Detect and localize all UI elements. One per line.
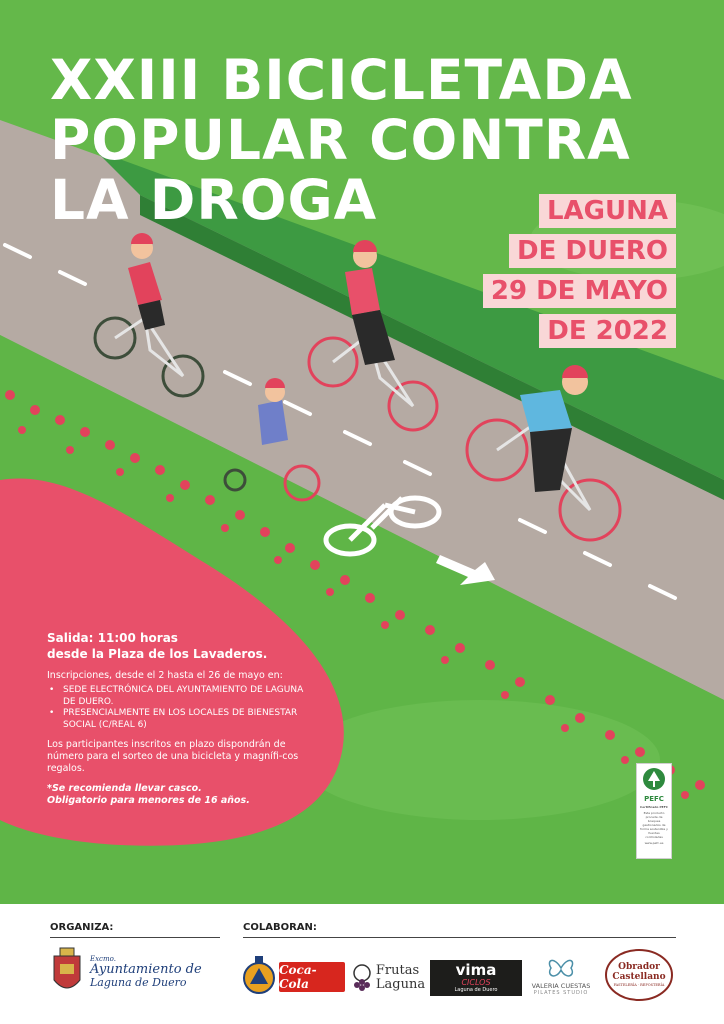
start-place: desde la Plaza de los Lavaderos.	[47, 647, 268, 661]
colaboran-divider	[243, 937, 676, 938]
title-line-1: XXIII BICICLETADA	[50, 48, 633, 112]
vima-line-3: Laguna de Duero	[454, 986, 498, 993]
pefc-tree-icon	[639, 767, 669, 793]
obrador-line-2: Castellano	[612, 972, 666, 982]
colaboran-label: COLABORAN:	[243, 922, 317, 933]
pefc-url: www.pefc.es	[644, 841, 664, 845]
frutas-line-1: Frutas	[375, 963, 420, 978]
vima-ciclos-logo	[430, 960, 522, 996]
date-line-2: DE 2022	[539, 314, 676, 348]
sponsors-footer	[0, 904, 724, 1024]
pefc-name: PEFC	[644, 795, 664, 803]
ayto-place: Laguna de Duero	[90, 976, 187, 989]
vima-line-1: vima	[455, 960, 497, 979]
date-line-1: 29 DE MAYO	[483, 274, 676, 308]
registration-list	[47, 685, 317, 731]
organiza-divider	[50, 937, 220, 938]
coat-of-arms-icon	[50, 946, 84, 998]
pefc-cert: Certificado PEFC	[640, 805, 668, 809]
list-item: • PRESENCIALMENTE EN LOS LOCALES DE BIENESTAR SOCIAL (C/REAL 6)	[47, 708, 317, 731]
ayto-small: Excmo.	[90, 955, 116, 963]
cocacola-logo	[279, 962, 345, 992]
frutas-laguna-logo	[350, 958, 426, 998]
place-line-1: LAGUNA	[539, 194, 676, 228]
obrador-line-1: Obrador	[618, 962, 660, 972]
cocacola-text: Coca-Cola	[279, 963, 317, 991]
list-item: • SEDE ELECTRÓNICA DEL AYUNTAMIENTO DE LAGUNA DE DUERO.	[47, 685, 317, 708]
obrador-line-3: PASTELERÍA · REPOSTERÍA	[613, 983, 665, 987]
ayuntamiento-logo	[50, 944, 225, 1000]
valeria-line-1: VALERIA CUESTAS	[531, 981, 591, 990]
frutas-line-2: Laguna	[375, 977, 426, 992]
title-line-2: POPULAR CONTRA	[50, 108, 631, 172]
event-place-date	[483, 194, 676, 348]
pefc-desc: Este producto procede de bosques gestionados de forma sostenible y fuentes controladas	[640, 811, 668, 839]
event-info	[47, 630, 317, 807]
obrador-castellano-logo	[604, 948, 674, 1002]
pefc-certification	[636, 763, 672, 859]
organiza-label: ORGANIZA:	[50, 922, 114, 933]
title-line-3: LA DROGA	[50, 168, 378, 232]
vima-line-2: CICLOS	[461, 977, 491, 987]
helmet-note-1: *Se recomienda llevar casco.	[47, 783, 202, 794]
place-line-2: DE DUERO	[509, 234, 676, 268]
civil-protection-icon	[243, 954, 275, 998]
valeria-cuestas-logo	[525, 950, 597, 1000]
fruit-icon	[351, 961, 373, 995]
proteccion-civil-logo	[243, 954, 275, 998]
butterfly-icon	[546, 954, 576, 982]
start-time: Salida: 11:00 horas	[47, 631, 178, 645]
valeria-line-2: PILATES STUDIO	[533, 989, 589, 996]
ayto-name: Ayuntamiento de	[90, 962, 202, 977]
prize-text: Los participantes inscritos en plazo dispondrán de número para el sorteo de una bicicleta y magnífi-cos regalos.	[47, 739, 299, 774]
registration-intro: Inscripciones, desde el 2 hasta el 26 de mayo en:	[47, 670, 283, 681]
helmet-note-2: Obligatorio para menores de 16 años.	[47, 795, 250, 806]
